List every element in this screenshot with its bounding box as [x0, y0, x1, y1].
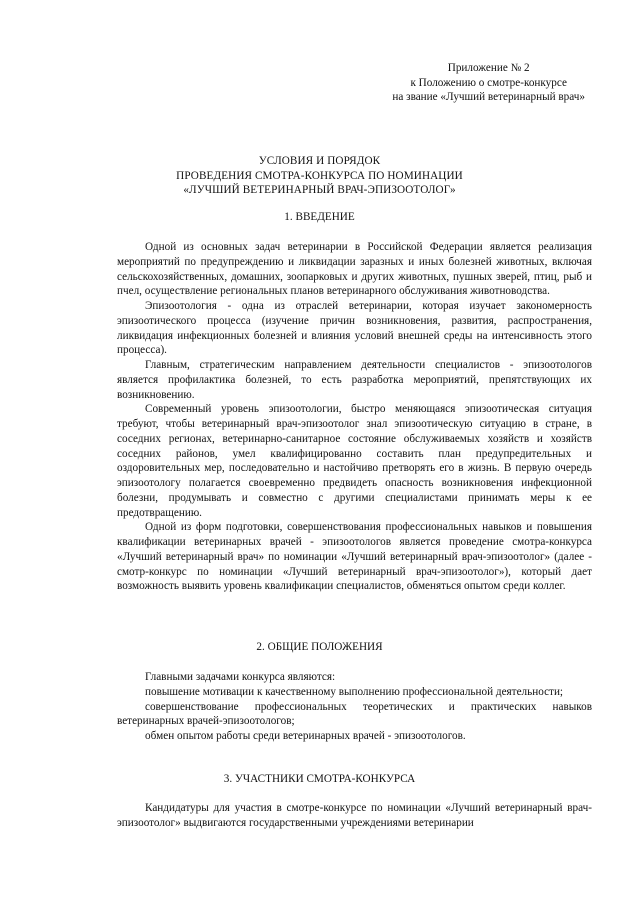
appendix-reference: к Положению о смотре-конкурсе: [410, 76, 567, 89]
paragraph: Кандидатуры для участия в смотре-конкурсе по номинации «Лучший ветеринарный врач-эпизоотолог» выдвигаются государственными учреждениями ветеринарии: [117, 802, 592, 829]
paragraph: Современный уровень эпизоотологии, быстро меняющаяся эпизоотическая ситуация требуют, чтобы ветеринарный врач-эпизоотолог знал эпизоотическую ситуацию в стране, в соседних регионах, ветеринарно-санитарное состояние обслуживаемых хозяйств и хозяйств соседних районов, умел квалифицированно составить план предупредительных и оздоровительных мер, последовательно и настойчиво претворять его в жизнь. В первую очередь эпизоотологу полагается своевременно предвидеть опасность возникновения инфекционной болезни, продумывать и совместно с другими специалистами принимать меры к ее предотвращению.: [117, 403, 592, 519]
appendix-number: Приложение № 2: [447, 62, 530, 74]
paragraph: Одной из основных задач ветеринарии в Российской Федерации является реализация мероприятий по предупреждению и ликвидации заразных и иных болезней животных, включая сельскохозяйственных, домашних, зоопарковых и других животных, пушных зверей, птиц, рыб и пчел, осуществление региональных планов ветеринарного обслуживания животноводства.: [117, 241, 592, 298]
paragraph: Главным, стратегическим направлением деятельности специалистов - эпизоотологов является профилактика болезней, то есть разработка мероприятий, препятствующих их возникновению.: [117, 359, 592, 401]
document-title: [0, 154, 639, 198]
section-heading-general: 2. ОБЩИЕ ПОЛОЖЕНИЯ: [256, 641, 383, 653]
appendix-award: на звание «Лучший ветеринарный врач»: [392, 91, 585, 104]
section-participants-body: [117, 801, 592, 831]
list-item: повышение мотивации к качественному выполнению профессиональной деятельности;: [145, 685, 564, 698]
title-line: ПРОВЕДЕНИЯ СМОТРА-КОНКУРСА ПО НОМИНАЦИИ: [176, 169, 463, 182]
section-general-body: [117, 670, 592, 744]
paragraph: Эпизоотология - одна из отраслей ветеринарии, которая изучает закономерность эпизоотического процесса (изучение причин возникновения, развития, распространения, ликвидация инфекционных болезней и влияния условий внешней среды на интенсивность этого процесса).: [117, 300, 592, 357]
list-lead: Главными задачами конкурса являются:: [145, 671, 336, 683]
list-item: совершенствование профессиональных теоретических и практических навыков ветеринарных врачей-эпизоотологов;: [117, 700, 592, 728]
list-item: обмен опытом работы среди ветеринарных врачей - эпизоотологов.: [145, 730, 466, 742]
appendix-header: [392, 61, 585, 105]
paragraph: Одной из форм подготовки, совершенствования профессиональных навыков и повышения квалификации ветеринарных врачей - эпизоотологов является проведение смотра-конкурса «Лучший ветеринарный врач» по номинации «Лучший ветеринарный врач-эпизоотолог» (далее - смотр-конкурс по номинации «Лучший ветеринарный врач-эпизоотолог»), который дает возможность выявить уровень квалификации специалистов, обменяться опытом среди коллег.: [117, 521, 592, 593]
section-intro-body: [117, 240, 592, 594]
title-line: «ЛУЧШИЙ ВЕТЕРИНАРНЫЙ ВРАЧ-ЭПИЗООТОЛОГ»: [183, 184, 456, 197]
section-heading-intro: 1. ВВЕДЕНИЕ: [284, 211, 355, 223]
section-heading-participants: 3. УЧАСТНИКИ СМОТРА-КОНКУРСА: [223, 773, 416, 785]
title-line: УСЛОВИЯ И ПОРЯДОК: [258, 155, 381, 167]
